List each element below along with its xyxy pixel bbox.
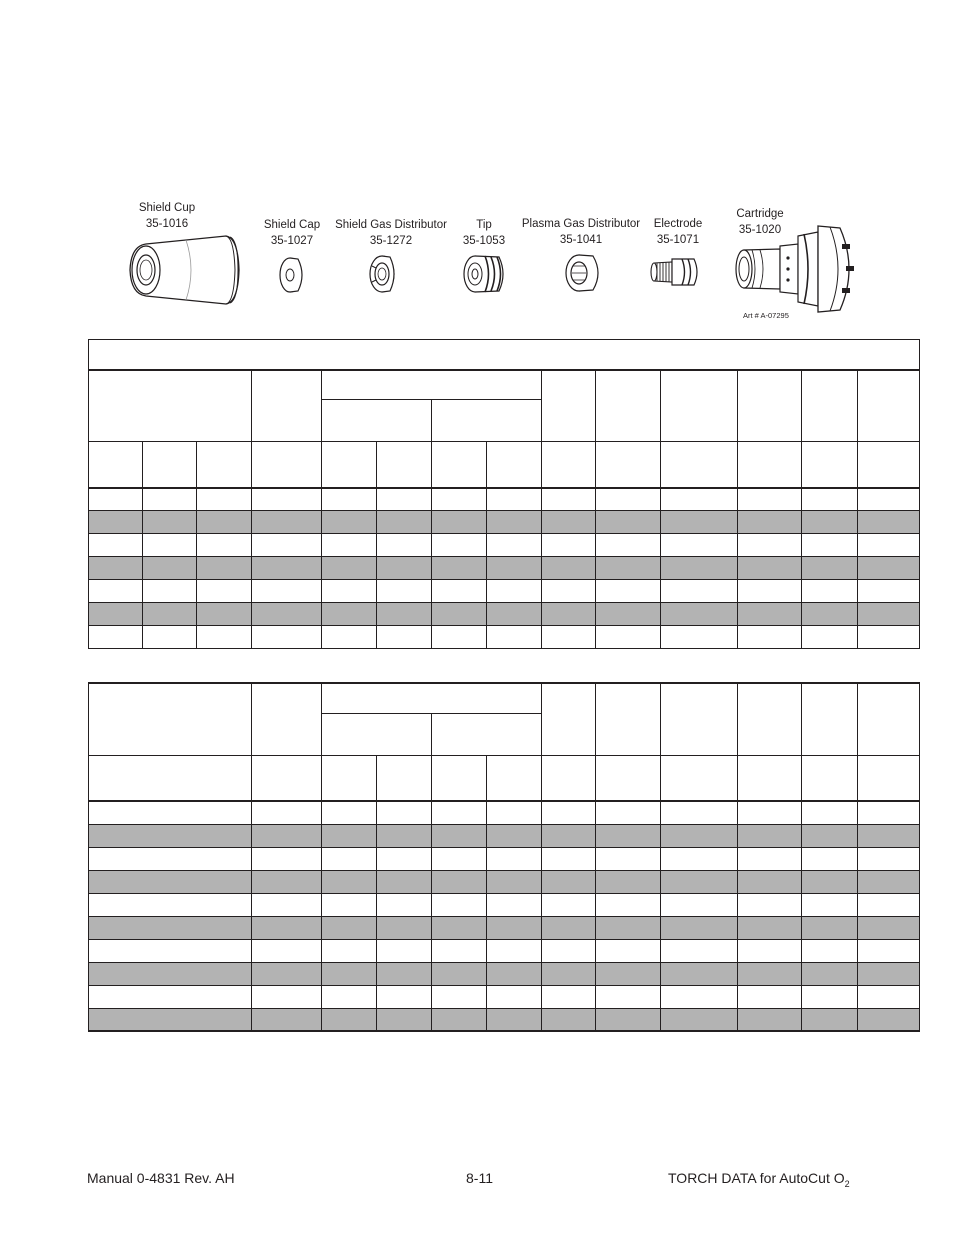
footer-manual-number: Manual 0-4831 Rev. AH [87,1170,235,1186]
part-label-plasma-gas-distributor: Plasma Gas Distributor 35-1041 [521,218,641,246]
cartridge-icon [730,222,862,314]
table-row [89,939,920,962]
table-row [89,488,920,511]
tip-icon [461,253,507,295]
table-title-row [89,340,920,370]
table-row [89,557,920,580]
plasma-gas-distributor-icon [563,252,605,294]
table-row [89,801,920,824]
table-row [89,534,920,557]
electrode-icon [648,256,702,288]
shield-cup-icon [126,232,244,308]
part-label-shield-cap: Shield Cap 35-1027 [263,219,321,247]
part-label-cartridge: Cartridge 35-1020 [736,208,784,236]
table-row [89,511,920,534]
shield-gas-distributor-icon [368,254,400,294]
table-row [89,916,920,939]
art-number: Art # A-07295 [743,311,789,320]
part-label-shield-gas-distributor: Shield Gas Distributor 35-1272 [335,219,447,247]
table-header-row [89,755,920,801]
table-header-row [89,370,920,400]
cut-chart-table-upper [88,339,920,649]
part-label-shield-cup: Shield Cup 35-1016 [138,202,196,230]
table-row [89,962,920,985]
footer-page-number: 8-11 [466,1170,493,1186]
part-label-tip: Tip 35-1053 [462,219,506,247]
table-row [89,603,920,626]
part-label-electrode: Electrode 35-1071 [653,218,703,246]
table-row [89,824,920,847]
shield-cap-icon [278,256,308,294]
cut-chart-table-lower [88,682,920,1032]
table-row [89,847,920,870]
table-row [89,985,920,1008]
table-header-row [89,442,920,488]
footer-section-title: TORCH DATA for AutoCut $O_2$ [668,1170,850,1189]
table-row [89,893,920,916]
table-row [89,580,920,603]
table-row [89,626,920,649]
table-row [89,870,920,893]
table-header-row [89,683,920,713]
table-row [89,1008,920,1031]
